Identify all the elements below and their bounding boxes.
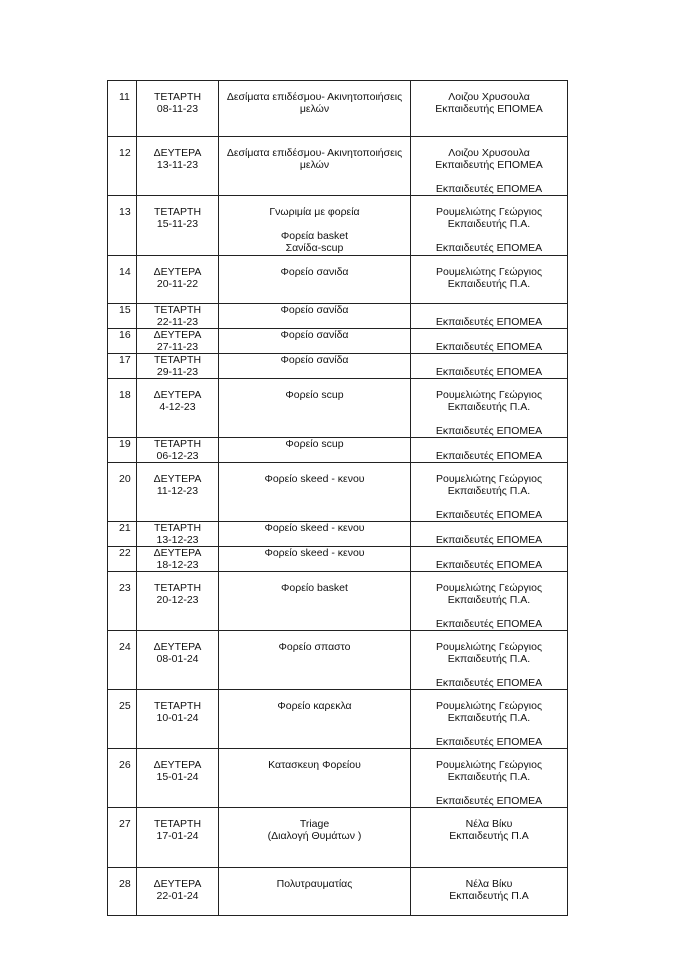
table-row (108, 379, 568, 438)
instructor-line: Ρουμελιώτης Γεώργιος (435, 266, 543, 278)
session-instructor (411, 463, 568, 522)
topic-line: Πολυτραυματίας (276, 878, 353, 890)
session-instructor (411, 749, 568, 808)
table-row (108, 749, 568, 808)
instructor-line: Εκπαιδευτές ΕΠΟΜΕΑ (435, 677, 543, 689)
session-instructor (411, 808, 568, 868)
session-day-date (137, 354, 219, 379)
weekday: ΔΕΥΤΕΡΑ (153, 878, 202, 890)
instructor-line: Εκπαιδευτές ΕΠΟΜΕΑ (435, 534, 543, 546)
topic-line: Triage (299, 818, 330, 830)
session-topic (219, 329, 411, 354)
topic-line: Φορείο basket (281, 582, 348, 594)
session-topic (219, 749, 411, 808)
line-gap (411, 724, 567, 736)
topic-line: Φορεία basket (280, 230, 349, 242)
schedule-body (108, 81, 568, 916)
topic-line: Φορείο skeed - κενου (264, 547, 365, 559)
table-row (108, 81, 568, 137)
session-instructor (411, 81, 568, 137)
session-day-date (137, 196, 219, 256)
weekday: ΔΕΥΤΕΡΑ (153, 759, 202, 771)
session-number: 24 (108, 631, 137, 690)
session-number: 23 (108, 572, 137, 631)
date: 22-11-23 (156, 316, 199, 328)
table-row (108, 137, 568, 196)
topic-line: Δεσίματα επιδέσμου- Ακινητοποιήσεις (226, 147, 403, 159)
instructor-line: Νέλα Βίκυ (465, 818, 513, 830)
weekday: ΔΕΥΤΕΡΑ (153, 329, 202, 341)
session-number: 13 (108, 196, 137, 256)
session-day-date (137, 547, 219, 572)
session-number: 19 (108, 438, 137, 463)
session-number: 28 (108, 868, 137, 916)
topic-line: μελών (299, 103, 330, 115)
weekday: ΔΕΥΤΕΡΑ (153, 641, 202, 653)
session-instructor (411, 354, 568, 379)
session-number: 18 (108, 379, 137, 438)
weekday: ΤΕΤΑΡΤΗ (153, 818, 202, 830)
topic-line: Φορείο σπαστο (278, 641, 351, 653)
date: 13-11-23 (156, 159, 199, 171)
session-instructor (411, 631, 568, 690)
line-gap (411, 171, 567, 183)
date: 11-12-23 (156, 485, 199, 497)
topic-line: Φορείο σανιδα (280, 266, 349, 278)
date: 08-11-23 (156, 103, 199, 115)
session-topic (219, 304, 411, 329)
session-day-date (137, 438, 219, 463)
session-number: 25 (108, 690, 137, 749)
session-day-date (137, 572, 219, 631)
date: 06-12-23 (156, 450, 199, 462)
line-gap (411, 783, 567, 795)
session-instructor (411, 196, 568, 256)
session-number: 11 (108, 81, 137, 137)
table-row (108, 690, 568, 749)
date: 4-12-23 (159, 401, 196, 413)
weekday: ΤΕΤΑΡΤΗ (153, 354, 202, 366)
session-topic (219, 631, 411, 690)
weekday: ΔΕΥΤΕΡΑ (153, 147, 202, 159)
topic-line: Φορείο σανίδα (280, 354, 349, 366)
instructor-line: Εκπαιδευτής Π.Α. (447, 218, 531, 230)
topic-line: Φορείο σανίδα (280, 304, 349, 316)
session-day-date (137, 522, 219, 547)
session-instructor (411, 868, 568, 916)
session-instructor (411, 137, 568, 196)
topic-line: Φορείο scup (285, 389, 344, 401)
schedule-table (107, 80, 568, 916)
session-topic (219, 438, 411, 463)
session-topic (219, 690, 411, 749)
table-row (108, 438, 568, 463)
instructor-line: Εκπαιδευτές ΕΠΟΜΕΑ (435, 509, 543, 521)
date: 27-11-23 (156, 341, 199, 353)
instructor-line: Ρουμελιώτης Γεώργιος (435, 759, 543, 771)
date: 22-01-24 (156, 890, 199, 902)
instructor-line: Εκπαιδευτής Π.Α. (447, 401, 531, 413)
instructor-line: Ρουμελιώτης Γεώργιος (435, 641, 543, 653)
date: 13-12-23 (156, 534, 199, 546)
line-gap (411, 230, 567, 242)
weekday: ΔΕΥΤΕΡΑ (153, 547, 202, 559)
session-topic (219, 81, 411, 137)
session-number: 20 (108, 463, 137, 522)
session-topic (219, 463, 411, 522)
instructor-line: Εκπαιδευτής Π.Α (449, 830, 529, 842)
weekday: ΔΕΥΤΕΡΑ (153, 266, 202, 278)
topic-line: Δεσίματα επιδέσμου- Ακινητοποιήσεις (226, 91, 403, 103)
table-row (108, 868, 568, 916)
date: 20-12-23 (156, 594, 199, 606)
topic-line: Γνωριμία με φορεία (269, 206, 360, 218)
weekday: ΤΕΤΑΡΤΗ (153, 582, 202, 594)
session-instructor (411, 572, 568, 631)
instructor-line: Εκπαιδευτές ΕΠΟΜΕΑ (435, 242, 543, 254)
session-topic (219, 379, 411, 438)
weekday: ΤΕΤΑΡΤΗ (153, 700, 202, 712)
line-gap (219, 218, 410, 230)
date: 08-01-24 (156, 653, 199, 665)
session-instructor (411, 547, 568, 572)
session-day-date (137, 463, 219, 522)
weekday: ΤΕΤΑΡΤΗ (153, 438, 202, 450)
instructor-line: Εκπαιδευτές ΕΠΟΜΕΑ (435, 316, 543, 328)
table-row (108, 329, 568, 354)
table-row (108, 808, 568, 868)
topic-line: Φορείο scup (285, 438, 344, 450)
session-topic (219, 808, 411, 868)
session-number: 15 (108, 304, 137, 329)
weekday: ΔΕΥΤΕΡΑ (153, 473, 202, 485)
instructor-line: Εκπαιδευτής Π.Α. (447, 278, 531, 290)
instructor-line: Εκπαιδευτές ΕΠΟΜΕΑ (435, 425, 543, 437)
date: 18-12-23 (156, 559, 199, 571)
instructor-line: Εκπαιδευτής Π.Α. (447, 653, 531, 665)
instructor-line: Ρουμελιώτης Γεώργιος (435, 206, 543, 218)
session-instructor (411, 438, 568, 463)
session-day-date (137, 304, 219, 329)
session-day-date (137, 137, 219, 196)
session-topic (219, 547, 411, 572)
table-row (108, 196, 568, 256)
instructor-line: Λοιζου Χρυσουλα (448, 147, 530, 159)
topic-line: Φορείο καρεκλα (277, 700, 352, 712)
session-instructor (411, 304, 568, 329)
session-number: 14 (108, 256, 137, 304)
line-gap (411, 413, 567, 425)
session-day-date (137, 379, 219, 438)
session-number: 17 (108, 354, 137, 379)
table-row (108, 522, 568, 547)
line-gap (411, 606, 567, 618)
instructor-line: Εκπαιδευτές ΕΠΟΜΕΑ (435, 183, 543, 195)
table-row (108, 463, 568, 522)
date: 29-11-23 (156, 366, 199, 378)
table-row (108, 631, 568, 690)
instructor-line: Εκπαιδευτής Π.Α. (447, 771, 531, 783)
date: 10-01-24 (156, 712, 199, 724)
topic-line: μελών (299, 159, 330, 171)
instructor-line: Ρουμελιώτης Γεώργιος (435, 473, 543, 485)
instructor-line: Ρουμελιώτης Γεώργιος (435, 389, 543, 401)
instructor-line: Εκπαιδευτής ΕΠΟΜΕΑ (435, 103, 543, 115)
instructor-line: Εκπαιδευτές ΕΠΟΜΕΑ (435, 341, 543, 353)
session-topic (219, 868, 411, 916)
instructor-line: Εκπαιδευτής Π.Α (449, 890, 529, 902)
instructor-line: Εκπαιδευτής Π.Α. (447, 712, 531, 724)
topic-line: Σανίδα-scup (285, 242, 344, 254)
topic-line: Κατασκευη Φορείου (268, 759, 361, 771)
weekday: ΔΕΥΤΕΡΑ (153, 389, 202, 401)
line-gap (411, 665, 567, 677)
instructor-line: Νέλα Βίκυ (465, 878, 513, 890)
table-row (108, 256, 568, 304)
table-row (108, 354, 568, 379)
session-instructor (411, 329, 568, 354)
instructor-line: Ρουμελιώτης Γεώργιος (435, 700, 543, 712)
table-row (108, 547, 568, 572)
session-day-date (137, 808, 219, 868)
session-topic (219, 572, 411, 631)
date: 15-11-23 (156, 218, 199, 230)
weekday: ΤΕΤΑΡΤΗ (153, 91, 202, 103)
date: 15-01-24 (156, 771, 199, 783)
weekday: ΤΕΤΑΡΤΗ (153, 522, 202, 534)
session-topic (219, 196, 411, 256)
session-instructor (411, 256, 568, 304)
line-gap (411, 497, 567, 509)
session-instructor (411, 522, 568, 547)
date: 20-11-22 (156, 278, 199, 290)
session-topic (219, 137, 411, 196)
instructor-line: Εκπαιδευτές ΕΠΟΜΕΑ (435, 736, 543, 748)
instructor-line: Εκπαιδευτής ΕΠΟΜΕΑ (435, 159, 543, 171)
session-number: 12 (108, 137, 137, 196)
session-day-date (137, 749, 219, 808)
session-day-date (137, 631, 219, 690)
topic-line: (Διαλογή Θυμάτων ) (267, 830, 362, 842)
instructor-line: Λοιζου Χρυσουλα (448, 91, 530, 103)
topic-line: Φορείο skeed - κενου (264, 522, 365, 534)
table-row (108, 572, 568, 631)
session-day-date (137, 329, 219, 354)
weekday: ΤΕΤΑΡΤΗ (153, 304, 202, 316)
session-instructor (411, 690, 568, 749)
instructor-line: Εκπαιδευτές ΕΠΟΜΕΑ (435, 450, 543, 462)
session-day-date (137, 690, 219, 749)
instructor-line: Εκπαιδευτές ΕΠΟΜΕΑ (435, 366, 543, 378)
session-day-date (137, 256, 219, 304)
instructor-line: Εκπαιδευτής Π.Α. (447, 485, 531, 497)
session-day-date (137, 81, 219, 137)
session-instructor (411, 379, 568, 438)
table-row (108, 304, 568, 329)
session-topic (219, 354, 411, 379)
date: 17-01-24 (156, 830, 199, 842)
session-number: 22 (108, 547, 137, 572)
instructor-line: Εκπαιδευτές ΕΠΟΜΕΑ (435, 559, 543, 571)
weekday: ΤΕΤΑΡΤΗ (153, 206, 202, 218)
instructor-line: Εκπαιδευτές ΕΠΟΜΕΑ (435, 618, 543, 630)
instructor-line: Ρουμελιώτης Γεώργιος (435, 582, 543, 594)
topic-line: Φορείο σανίδα (280, 329, 349, 341)
session-number: 16 (108, 329, 137, 354)
session-topic (219, 256, 411, 304)
instructor-line: Εκπαιδευτές ΕΠΟΜΕΑ (435, 795, 543, 807)
topic-line: Φορείο skeed - κενου (264, 473, 365, 485)
session-topic (219, 522, 411, 547)
session-day-date (137, 868, 219, 916)
session-number: 26 (108, 749, 137, 808)
session-number: 21 (108, 522, 137, 547)
instructor-line: Εκπαιδευτής Π.Α. (447, 594, 531, 606)
session-number: 27 (108, 808, 137, 868)
